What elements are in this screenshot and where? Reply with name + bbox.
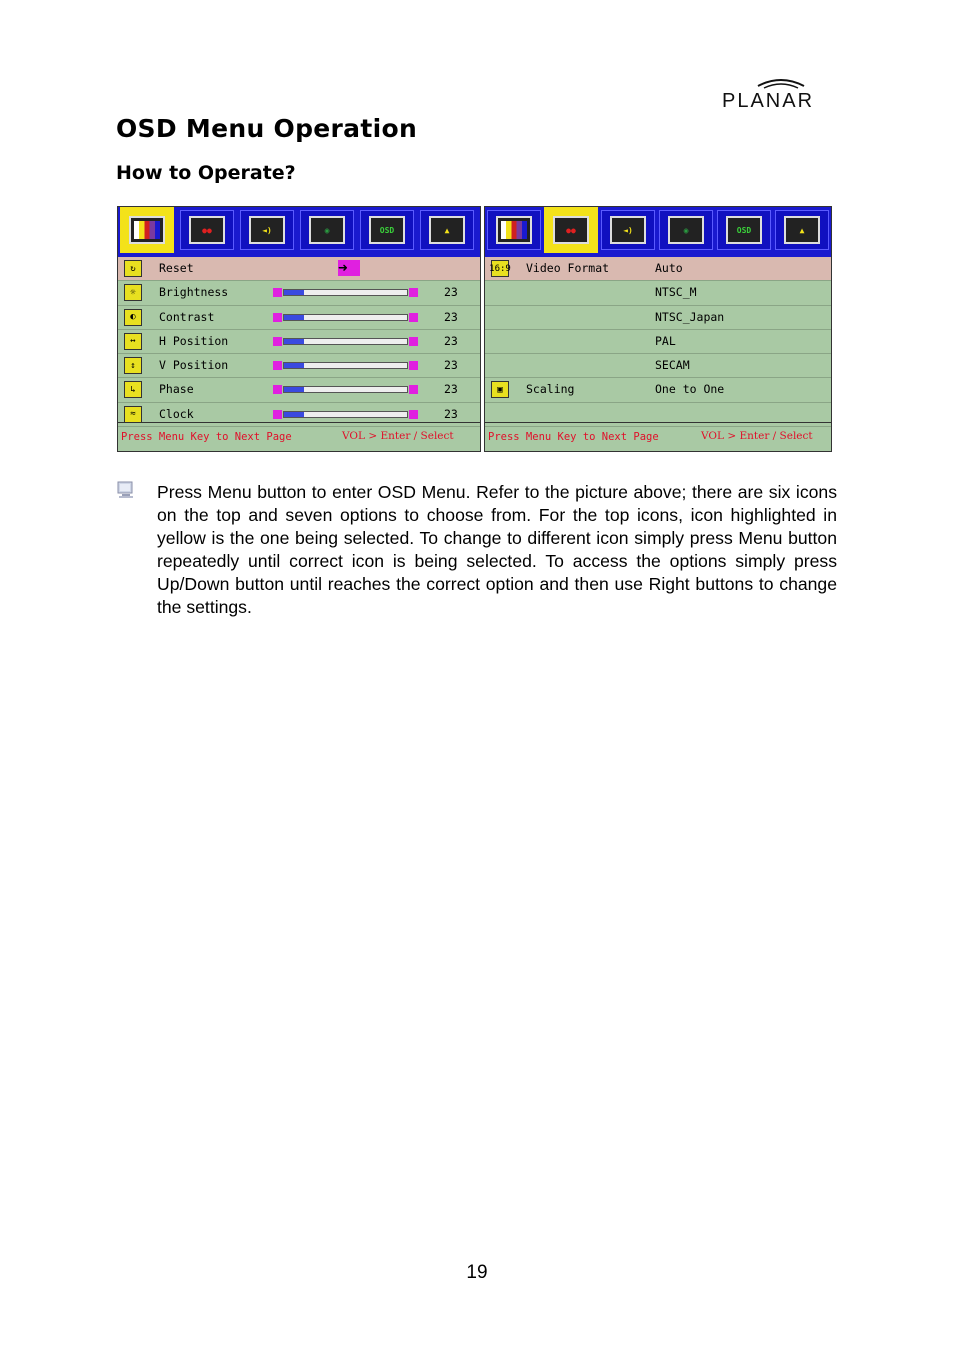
tab-osd: OSD (717, 210, 771, 250)
menu-row-h-position (118, 330, 480, 354)
scaling-icon: ▣ (491, 381, 509, 398)
reset-icon: ↻ (124, 260, 142, 277)
row-value: 23 (444, 382, 458, 397)
monitor-bullet-icon (116, 481, 136, 499)
footer-key-hint: VOL > Enter / Select (701, 430, 813, 442)
menu-row-brightness (118, 281, 480, 305)
row-value: 23 (444, 285, 458, 300)
row-label: V Position (159, 358, 229, 373)
menu-row-option (485, 306, 831, 330)
row-value: 23 (444, 406, 458, 421)
tab-osd: OSD (360, 210, 414, 250)
tab-language: ◉ (300, 210, 354, 250)
tab-tools: ▲ (420, 210, 474, 250)
section-heading: How to Operate? (116, 162, 296, 184)
osd-menu-picture-2 (484, 206, 832, 452)
row-label: H Position (159, 333, 229, 348)
clock-icon: ≈ (124, 406, 142, 423)
menu-row-phase (118, 378, 480, 402)
osd-footer (118, 422, 480, 451)
menu-row-scaling (485, 378, 831, 402)
row-label: Clock (159, 406, 194, 421)
tab-tools: ▲ (775, 210, 829, 250)
h-position-slider (273, 337, 418, 346)
tab-language: ◉ (659, 210, 713, 250)
osd-footer (485, 422, 831, 451)
contrast-icon: ◐ (124, 309, 142, 326)
phase-icon: ↳ (124, 381, 142, 398)
row-value: Auto (655, 261, 683, 275)
footer-hint: Press Menu Key to Next Page (121, 431, 292, 443)
v-position-icon: ↕ (124, 357, 142, 374)
planar-logo (722, 76, 840, 116)
menu-row-option (485, 330, 831, 354)
row-value: 23 (444, 309, 458, 324)
row-value: 23 (444, 333, 458, 348)
tab-audio: ◄) (601, 210, 655, 250)
v-position-slider (273, 361, 418, 370)
tab-picture (487, 210, 541, 250)
page-title: OSD Menu Operation (116, 114, 418, 143)
brightness-slider (273, 288, 418, 297)
page-number: 19 (466, 1262, 488, 1283)
row-value: One to One (655, 382, 725, 397)
menu-row-contrast (118, 306, 480, 330)
h-position-icon: ↔ (124, 333, 142, 350)
arrow-glyph: ➜ (338, 258, 348, 277)
menu-row-option (485, 281, 831, 305)
row-label: Reset (159, 261, 194, 275)
logo-swoosh-icon (756, 76, 806, 90)
row-value: NTSC_Japan (655, 309, 725, 324)
tab-picture (120, 207, 174, 253)
osd-menu-picture (117, 206, 481, 452)
instruction-paragraph: Press Menu button to enter OSD Menu. Refer to the picture above; there are six icons on the top and seven options to choose from. For the top icons, icon highlighted in yellow is the one being selected. To change to different icon simply press Menu button repeatedly until correct icon is being selected. To access the options simply press Up/Down button until reaches the correct option and then use Right buttons to change the settings. (157, 482, 837, 617)
footer-key-hint: VOL > Enter / Select (342, 430, 454, 442)
tab-audio: ◄) (240, 210, 294, 250)
tab-color: ●● (544, 207, 598, 253)
row-value: PAL (655, 333, 676, 348)
menu-row-reset (118, 257, 480, 281)
menu-row-video-format (485, 257, 831, 281)
row-label: Phase (159, 382, 194, 397)
row-label: Contrast (159, 309, 215, 324)
clock-slider (273, 410, 418, 419)
menu-row-v-position (118, 354, 480, 378)
osd-icon-bar (485, 207, 831, 257)
logo-text: PLANAR (722, 90, 815, 112)
row-label: Scaling (526, 382, 575, 397)
row-value: NTSC_M (655, 285, 697, 300)
phase-slider (273, 385, 418, 394)
row-label: Brightness (159, 285, 229, 300)
tab-color: ●● (180, 210, 234, 250)
osd-icon-bar (118, 207, 480, 257)
row-value: SECAM (655, 358, 690, 373)
contrast-slider (273, 313, 418, 322)
row-value: 23 (444, 358, 458, 373)
row-label: Video Format (526, 261, 610, 275)
video-format-icon: 16:9 (491, 260, 509, 277)
footer-hint: Press Menu Key to Next Page (488, 431, 659, 443)
menu-row-option (485, 354, 831, 378)
brightness-icon: ☼ (124, 284, 142, 301)
